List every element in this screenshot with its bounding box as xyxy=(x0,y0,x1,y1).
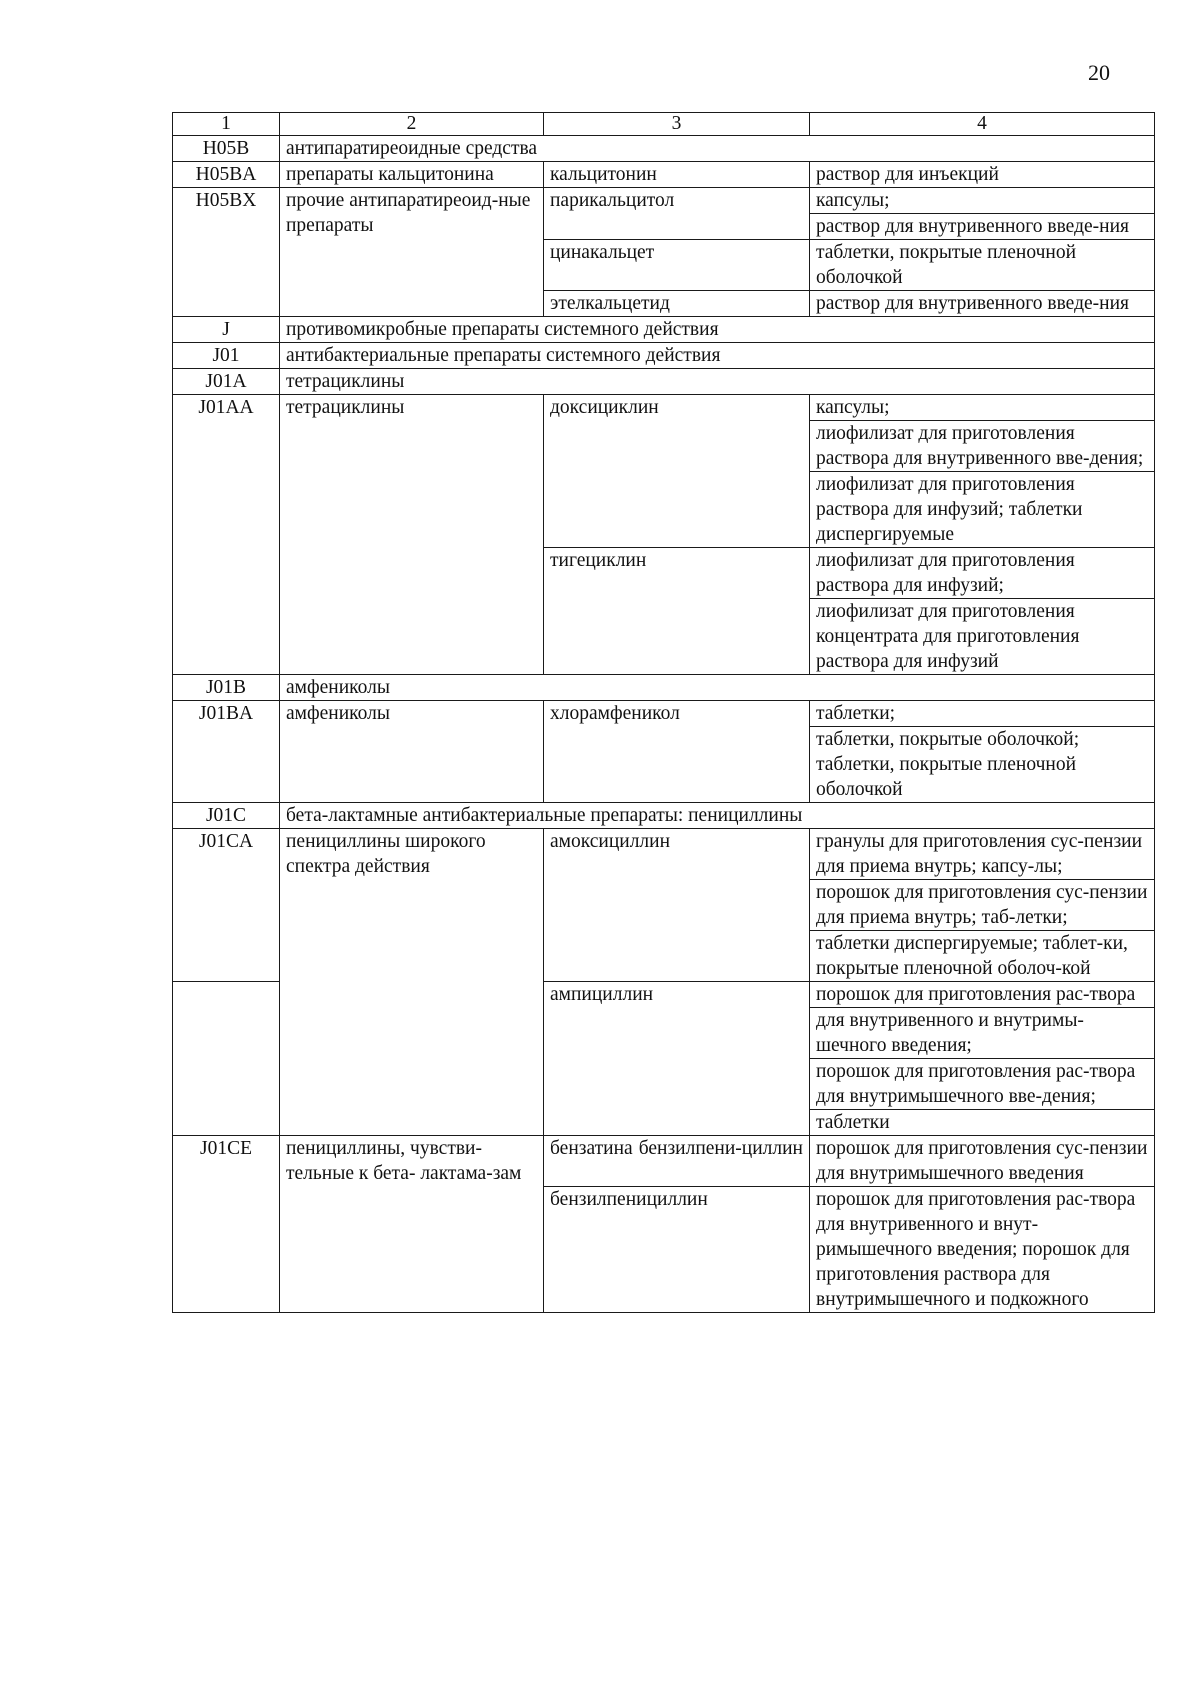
table-row xyxy=(173,803,1155,829)
dosage-form: лиофилизат для приготовления раствора для внутривенного вве-дения; xyxy=(810,421,1155,472)
subgroup-name: амфениколы xyxy=(280,701,544,803)
subgroup-name: пенициллины широкого спектра действия xyxy=(280,829,544,1136)
page-number: 20 xyxy=(1088,60,1110,85)
dosage-form: лиофилизат для приготовления концентрата для приготовления раствора для инфузий xyxy=(810,599,1155,675)
atc-code: J01A xyxy=(173,369,280,395)
atc-code: J01CE xyxy=(173,1136,280,1313)
atc-code: J01C xyxy=(173,803,280,829)
table-row xyxy=(173,369,1155,395)
drug-name: доксициклин xyxy=(544,395,810,548)
dosage-form: гранулы для приготовления сус-пензии для приема внутрь; капсу-лы; xyxy=(810,829,1155,880)
drug-name: кальцитонин xyxy=(544,162,810,188)
atc-code: J01 xyxy=(173,343,280,369)
dosage-form: таблетки диспергируемые; таблет-ки, покрытые пленочной оболоч-кой xyxy=(810,931,1155,982)
dosage-form: таблетки, покрытые пленочной оболочкой xyxy=(810,240,1155,291)
table-row xyxy=(173,1136,1155,1187)
header-row xyxy=(173,113,1155,136)
table-row xyxy=(173,395,1155,421)
drug-name: ампициллин xyxy=(544,982,810,1136)
header-col-2: 2 xyxy=(280,113,544,136)
group-title: противомикробные препараты системного действия xyxy=(280,317,1155,343)
atc-code: J01B xyxy=(173,675,280,701)
group-title: антибактериальные препараты системного действия xyxy=(280,343,1155,369)
table-row xyxy=(173,136,1155,162)
dosage-form: лиофилизат для приготовления раствора для инфузий; таблетки диспергируемые xyxy=(810,472,1155,548)
subgroup-name: пенициллины, чувстви-тельные к бета- лактама-зам xyxy=(280,1136,544,1313)
table-row xyxy=(173,162,1155,188)
table-row xyxy=(173,675,1155,701)
dosage-form: порошок для приготовления рас-твора для внутримышечного вве-дения; xyxy=(810,1059,1155,1110)
atc-code-empty xyxy=(173,982,280,1136)
subgroup-name: тетрациклины xyxy=(280,395,544,675)
drug-name: хлорамфеникол xyxy=(544,701,810,803)
dosage-form: раствор для внутривенного введе-ния xyxy=(810,291,1155,317)
dosage-form: порошок для приготовления рас-твора xyxy=(810,982,1155,1008)
subgroup-name: препараты кальцитонина xyxy=(280,162,544,188)
atc-code: H05BA xyxy=(173,162,280,188)
atc-code: H05B xyxy=(173,136,280,162)
group-title: тетрациклины xyxy=(280,369,1155,395)
dosage-form: для внутривенного и внутримы-шечного введения; xyxy=(810,1008,1155,1059)
drug-name: тигециклин xyxy=(544,548,810,675)
atc-code: J01CA xyxy=(173,829,280,982)
drug-name: амоксициллин xyxy=(544,829,810,982)
dosage-form: порошок для приготовления рас-твора для внутривенного и внут-римышечного введения; порошок для приготовления раствора для внутримышечного и подкожного xyxy=(810,1187,1155,1313)
atc-code: H05BX xyxy=(173,188,280,317)
drug-name: парикальцитол xyxy=(544,188,810,240)
atc-code: J01AA xyxy=(173,395,280,675)
group-title: антипаратиреоидные средства xyxy=(280,136,1155,162)
dosage-form: раствор для инъекций xyxy=(810,162,1155,188)
atc-code: J01BA xyxy=(173,701,280,803)
dosage-form: капсулы; xyxy=(810,188,1155,214)
dosage-form: лиофилизат для приготовления раствора для инфузий; xyxy=(810,548,1155,599)
header-col-3: 3 xyxy=(544,113,810,136)
table-row xyxy=(173,317,1155,343)
drug-classification-table xyxy=(172,112,1155,1313)
group-title: амфениколы xyxy=(280,675,1155,701)
subgroup-name: прочие антипаратиреоид-ные препараты xyxy=(280,188,544,317)
table-row xyxy=(173,829,1155,880)
dosage-form: таблетки xyxy=(810,1110,1155,1136)
header-col-1: 1 xyxy=(173,113,280,136)
drug-name: этелкальцетид xyxy=(544,291,810,317)
table-row xyxy=(173,701,1155,727)
dosage-form: порошок для приготовления сус-пензии для внутримышечного введения xyxy=(810,1136,1155,1187)
drug-name: бензилпенициллин xyxy=(544,1187,810,1313)
dosage-form: таблетки, покрытые оболочкой; таблетки, покрытые пленочной оболочкой xyxy=(810,727,1155,803)
atc-code: J xyxy=(173,317,280,343)
dosage-form: таблетки; xyxy=(810,701,1155,727)
dosage-form: порошок для приготовления сус-пензии для приема внутрь; таб-летки; xyxy=(810,880,1155,931)
drug-name: бензатина бензилпени-циллин xyxy=(544,1136,810,1187)
drug-name: цинакальцет xyxy=(544,240,810,291)
group-title: бета-лактамные антибактериальные препараты: пенициллины xyxy=(280,803,1155,829)
table-row xyxy=(173,343,1155,369)
table-row xyxy=(173,188,1155,214)
header-col-4: 4 xyxy=(810,113,1155,136)
dosage-form: раствор для внутривенного введе-ния xyxy=(810,214,1155,240)
dosage-form: капсулы; xyxy=(810,395,1155,421)
